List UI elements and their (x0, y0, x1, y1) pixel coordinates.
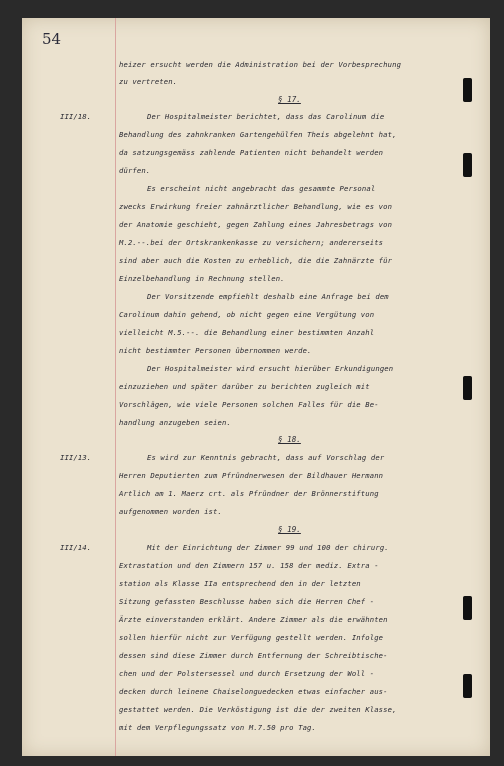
paragraph-id: III/13. (60, 453, 92, 462)
text-line: da satzungsgemäss zahlende Patienten nicht behandelt werden (119, 148, 384, 157)
margin-rule (115, 18, 116, 756)
text-line: Der Vorsitzende empfiehlt deshalb eine Anfrage bei dem (147, 292, 389, 301)
paragraph-id: III/14. (60, 543, 92, 552)
text-line: Es erscheint nicht angebracht das gesammte Personal (147, 184, 376, 193)
text-line: Es wird zur Kenntnis gebracht, dass auf Vorschlag der (147, 453, 385, 462)
text-line: dürfen. (119, 166, 151, 175)
section-heading: § 18. (278, 435, 301, 444)
text-line: handlung anzugeben seien. (119, 418, 231, 427)
document-page (22, 18, 490, 756)
text-line: aufgenommen worden ist. (119, 507, 222, 516)
text-line: Der Hospitalmeister wird ersucht hierüber Erkundigungen (147, 364, 394, 373)
text-line: vielleicht M.5.--. die Behandlung einer bestimmten Anzahl (119, 328, 375, 337)
text-line: zwecks Erwirkung freier zahnärztlicher Behandlung, wie es von (119, 202, 393, 211)
page-number: 54 (42, 30, 62, 48)
text-line: heizer ersucht werden die Administration bei der Vorbesprechung (119, 60, 402, 69)
text-line: der Anatomie geschieht, gegen Zahlung eines Jahresbetrags von (119, 220, 393, 229)
text-line: Extrastation und den Zimmern 157 u. 158 der mediz. Extra - (119, 561, 379, 570)
text-line: station als Klasse IIa entsprechend den in der letzten (119, 579, 361, 588)
punch-hole (463, 596, 472, 620)
text-line: gestattet werden. Die Verköstigung ist die der zweiten Klasse, (119, 705, 397, 714)
text-line: M.2.--.bei der Ortskrankenkasse zu versichern; andererseits (119, 238, 384, 247)
punch-hole (463, 153, 472, 177)
text-line: Carolinum dahin gehend, ob nicht gegen eine Vergütung von (119, 310, 375, 319)
punch-hole (463, 78, 472, 102)
section-heading: § 17. (278, 95, 301, 104)
text-line: chen und der Polstersessel und durch Ersetzung der Woll - (119, 669, 375, 678)
text-line: Mit der Einrichtung der Zimmer 99 und 100 der chirurg. (147, 543, 389, 552)
punch-hole (463, 376, 472, 400)
text-line: dessen sind diese Zimmer durch Entfernung der Schreibtische- (119, 651, 388, 660)
text-line: sollen hierfür nicht zur Verfügung gestellt werden. Infolge (119, 633, 384, 642)
text-line: Einzelbehandlung in Rechnung stellen. (119, 274, 285, 283)
text-line: nicht bestimmter Personen übernommen werde. (119, 346, 312, 355)
section-heading: § 19. (278, 525, 301, 534)
text-line: Artlich am 1. Maerz crt. als Pfründner der Brönnerstiftung (119, 489, 379, 498)
text-line: Vorschlägen, wie viele Personen solchen Falles für die Be- (119, 400, 379, 409)
text-line: mit dem Verpflegungssatz von M.7.50 pro Tag. (119, 723, 316, 732)
paragraph-id: III/18. (60, 112, 92, 121)
text-line: Ärzte einverstanden erklärt. Andere Zimmer als die erwähnten (119, 615, 388, 624)
text-line: Der Hospitalmeister berichtet, dass das Carolinum die (147, 112, 385, 121)
text-line: Sitzung gefassten Beschlusse haben sich die Herren Chef - (119, 597, 375, 606)
text-line: sind aber auch die Kosten zu erheblich, die die Zahnärzte für (119, 256, 393, 265)
punch-hole (463, 674, 472, 698)
text-line: zu vertreten. (119, 77, 178, 86)
text-line: Herren Deputierten zum Pfründnerwesen der Bildhauer Hermann (119, 471, 384, 480)
text-line: einzuziehen und später darüber zu berichten zugleich mit (119, 382, 370, 391)
text-line: decken durch leinene Chaiselonguedecken etwas einfacher aus- (119, 687, 388, 696)
text-line: Behandlung des zahnkranken Gartengehülfen Theis abgelehnt hat, (119, 130, 397, 139)
